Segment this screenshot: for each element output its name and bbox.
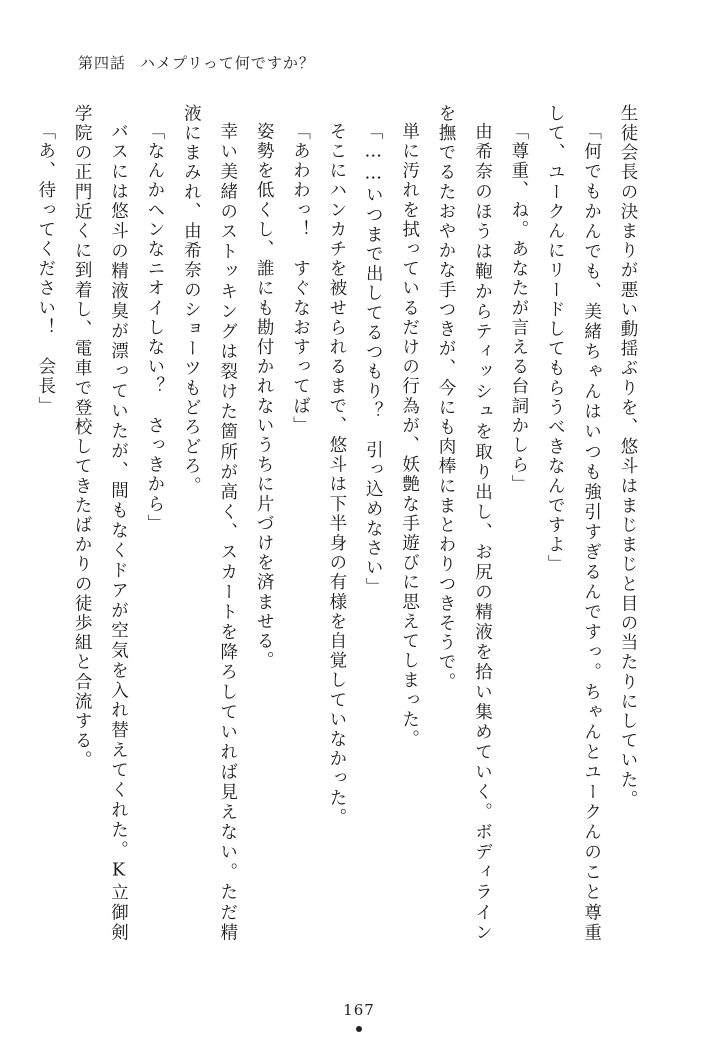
chapter-title: ハメプリって何ですか？ [140, 54, 315, 72]
page-footer [0, 1001, 718, 1032]
paragraph: 生徒会長の決まりが悪い動揺ぶりを、悠斗はまじまじと目の当たりにしていた。 [618, 104, 638, 810]
paragraph: 「何でもかんでも、美緒ちゃんはいつも強引すぎるんですっ。ちゃんとユークんのこと尊重して、ユークんにリードしてもらうべきなんですよ」 [545, 104, 602, 942]
paragraph: 由希奈のほうは鞄からティッシュを取り出し、お尻の精液を拾い集めていく。ボディラインを撫でるたおやかな手つきが、今にも肉棒にまとわりつきそうで。 [436, 104, 493, 942]
paragraph: 幸い美緒のストッキングは裂けた箇所が高く、スカートを降ろしていれば見えない。ただ精液にまみれ、由希奈のショーツもどろどろ。 [181, 104, 238, 942]
paragraph: そこにハンカチを被せられるまで、悠斗は下半身の有様を自覚していなかった。 [326, 121, 347, 828]
paragraph: 「なんかヘンなニオイしない？ さっきから」 [144, 121, 165, 534]
paragraph: 単に汚れを拭っているだけの行為が、妖艶な手遊びに思えてしまった。 [399, 121, 420, 749]
paragraph: 「尊重、ね。あなたが言える台詞かしら」 [508, 121, 529, 494]
paragraph: 「あわわっ！ すぐなおすってば」 [290, 121, 311, 436]
running-header [78, 52, 315, 73]
paragraph: バスには悠斗の精液臭が漂っていたが、間もなくドアが空気を入れ替えてくれた。K立御剣学院の正門近くに到着し、電車で登校してきたばかりの徒歩組と合流する。 [72, 104, 129, 942]
chapter-number: 第四話 [78, 54, 127, 72]
paragraph: 姿勢を低くし、誰にも勘付かれないうちに片づけを済ませる。 [254, 121, 275, 671]
paragraph: 「あ、待ってください！ 会長」 [35, 121, 56, 416]
footer-dot-icon [356, 1026, 362, 1032]
body-text [35, 104, 646, 942]
paragraph: 「……いつまで出してるつもり？ 引っ込めなさい」 [363, 121, 384, 597]
page-number: 167 [343, 1001, 375, 1019]
